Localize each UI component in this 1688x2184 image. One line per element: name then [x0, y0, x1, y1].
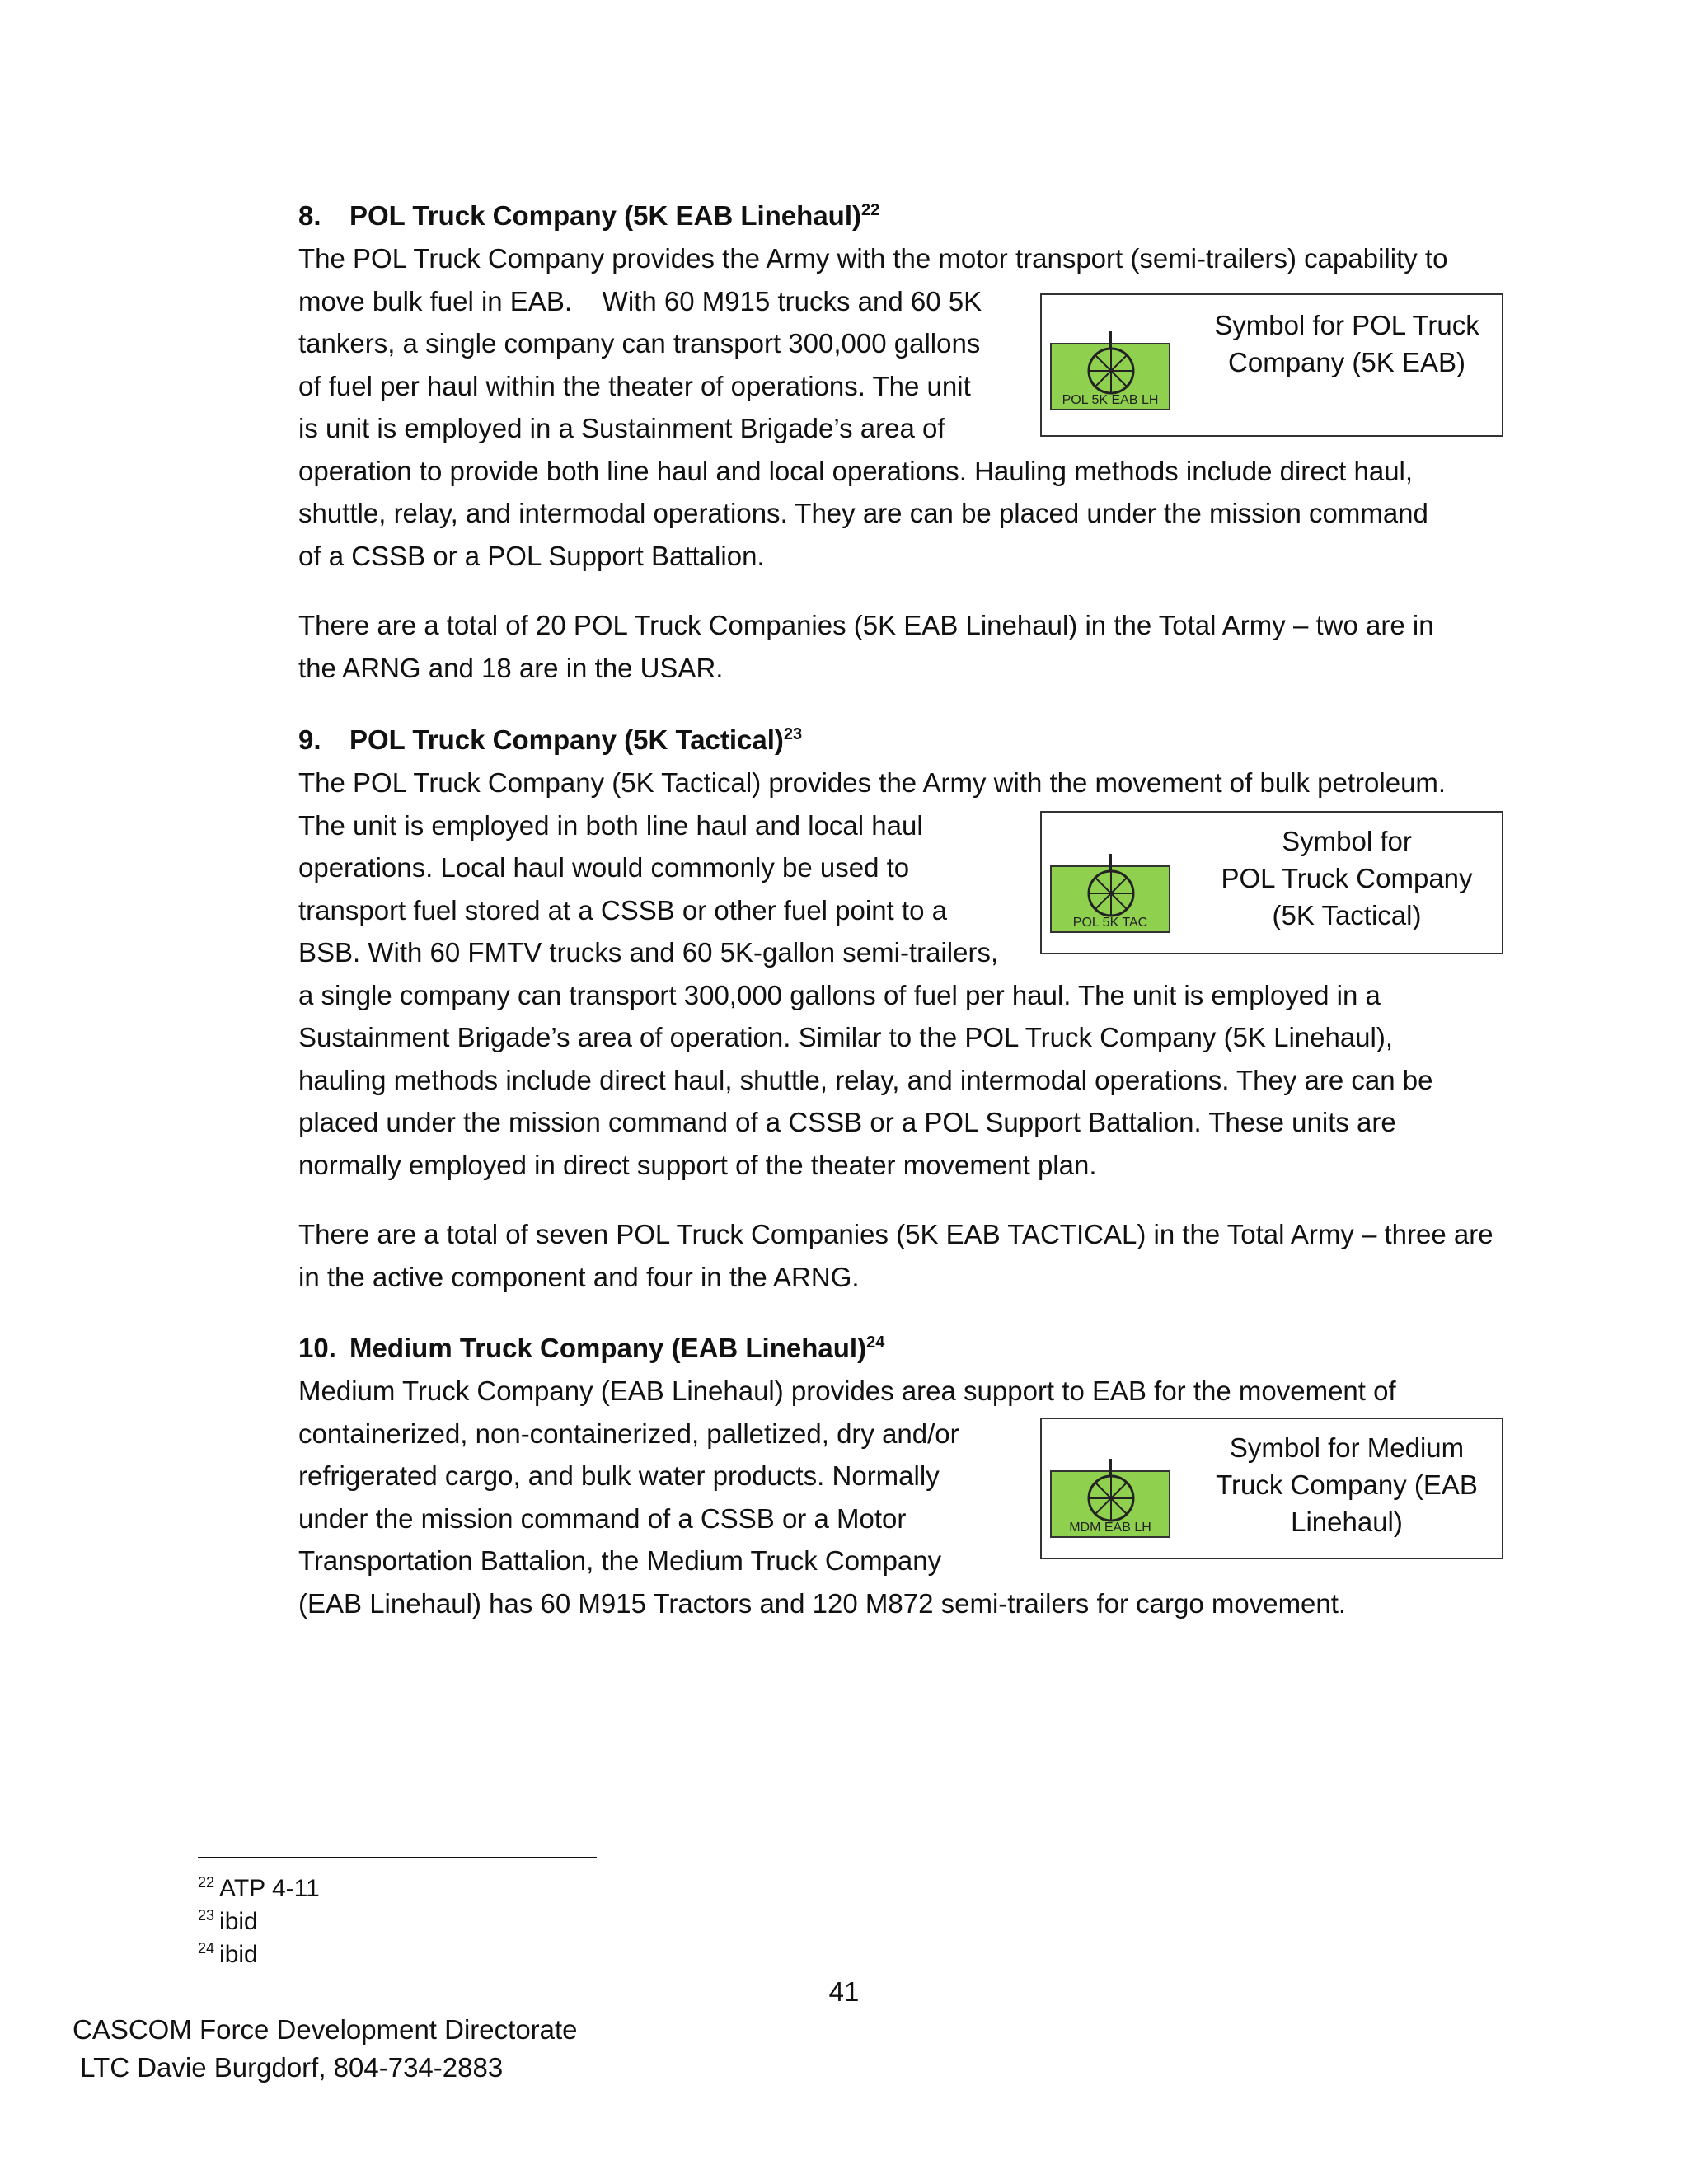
unit-symbol [1050, 865, 1170, 933]
section-title: POL Truck Company (5K EAB Linehaul) [349, 200, 861, 231]
body-line: BSB. With 60 FMTV trucks and 60 5K-gallon semi-trailers, [298, 937, 999, 968]
footnote: $^{24}$ ibid [198, 1940, 258, 1968]
body-line: is unit is employed in a Sustainment Brigade’s area of [298, 413, 945, 443]
page-footer-org [73, 2011, 578, 2087]
section-heading: 8. POL Truck Company (5K EAB Linehaul)$^{22}$ [298, 200, 880, 231]
symbol-caption: Symbol for POL Truck Company (5K EAB) [1214, 310, 1479, 377]
body-line: refrigerated cargo, and bulk water products. Normally [298, 1460, 940, 1491]
body-line: Transportation Battalion, the Medium Truck Company [298, 1545, 942, 1576]
body-line: The POL Truck Company provides the Army with the motor transport (semi-trailers) capability to [298, 243, 1448, 274]
section-heading: 9. POL Truck Company (5K Tactical)$^{23}$ [298, 724, 803, 755]
unit-symbol [1050, 1470, 1170, 1538]
section-9 [298, 719, 1502, 1298]
body-line: There are a total of 20 POL Truck Companies (5K EAB Linehaul) in the Total Army – two are in [298, 610, 1434, 640]
org-name: CASCOM Force Development Directorate [73, 2014, 578, 2045]
org-contact: LTC Davie Burgdorf, 804-734-2883 [73, 2052, 504, 2083]
body-line: under the mission command of a CSSB or a Motor [298, 1502, 907, 1534]
footnote: $^{23}$ ibid [198, 1907, 258, 1935]
body-line: a single company can transport 300,000 gallons of fuel per haul. The unit is employed in a [298, 979, 1381, 1010]
body-line: (EAB Linehaul) has 60 M915 Tractors and 120 M872 semi-trailers for cargo movement. [298, 1587, 1347, 1619]
unit-symbol [1050, 343, 1170, 410]
body-line: move bulk fuel in EAB. With 60 M915 trucks and 60 5K [298, 285, 982, 316]
body-line: Sustainment Brigade’s area of operation. Similar to the POL Truck Company (5K Linehaul), [298, 1022, 1394, 1052]
body-line: The POL Truck Company (5K Tactical) provides the Army with the movement of bulk petroleum. [298, 767, 1447, 798]
body-line: operations. Local haul would commonly be used to [298, 852, 910, 883]
body-line: of a CSSB or a POL Support Battalion. [298, 540, 765, 571]
body-line: transport fuel stored at a CSSB or other fuel point to a [298, 894, 947, 926]
unit-label: POL 5K EAB LH [1062, 393, 1159, 407]
footnote-ref: 24 [866, 1333, 885, 1352]
unit-label: MDM EAB LH [1069, 1521, 1151, 1535]
body-line: the ARNG and 18 are in the USAR. [298, 652, 724, 683]
symbol-caption: Symbol for POL Truck Company (5K Tactical) [1221, 826, 1473, 930]
section-heading: 10. Medium Truck Company (EAB Linehaul)$^{24}$ [298, 1333, 885, 1363]
body-line: containerized, non-containerized, palletized, dry and/or [298, 1418, 959, 1449]
footnote: $^{22}$ ATP 4-11 [198, 1874, 320, 1902]
footnote-divider [198, 1857, 597, 1858]
footnote-ref: 23 [783, 725, 803, 743]
body-line: in the active component and four in the ARNG. [298, 1261, 860, 1292]
section-title: POL Truck Company (5K Tactical) [349, 724, 784, 755]
footnotes [198, 1872, 320, 1971]
footnote-ref: 22 [861, 201, 880, 219]
body-line: operation to provide both line haul and local operations. Hauling methods include direct haul, [298, 455, 1414, 486]
body-line: normally employed in direct support of the theater movement plan. [298, 1149, 1097, 1180]
unit-label: POL 5K TAC [1072, 916, 1148, 930]
symbol-box-pol-5k-eab [1040, 293, 1503, 437]
body-line: placed under the mission command of a CSSB or a POL Support Battalion. These units are [298, 1107, 1396, 1137]
body-line: tankers, a single company can transport 300,000 gallons [298, 328, 981, 359]
symbol-box-pol-5k-tactical [1040, 811, 1503, 954]
body-line: of fuel per haul within the theater of operations. The unit [298, 370, 971, 401]
section-8 [298, 194, 1502, 689]
symbol-box-medium-truck [1040, 1418, 1503, 1559]
body-line: hauling methods include direct haul, shuttle, relay, and intermodal operations. They are can be [298, 1064, 1433, 1095]
body-line: The unit is employed in both line haul and local haul [298, 809, 923, 841]
body-line: shuttle, relay, and intermodal operations. They are can be placed under the mission command [298, 498, 1428, 528]
body-line: There are a total of seven POL Truck Companies (5K EAB TACTICAL) in the Total Army – three are [298, 1219, 1493, 1249]
body-line: Medium Truck Company (EAB Linehaul) provides area support to EAB for the movement of [298, 1376, 1396, 1406]
symbol-caption: Symbol for Medium Truck Company (EAB Linehaul) [1216, 1432, 1478, 1537]
section-title: Medium Truck Company (EAB Linehaul) [349, 1333, 867, 1363]
page-number: 41 [828, 1976, 860, 2007]
